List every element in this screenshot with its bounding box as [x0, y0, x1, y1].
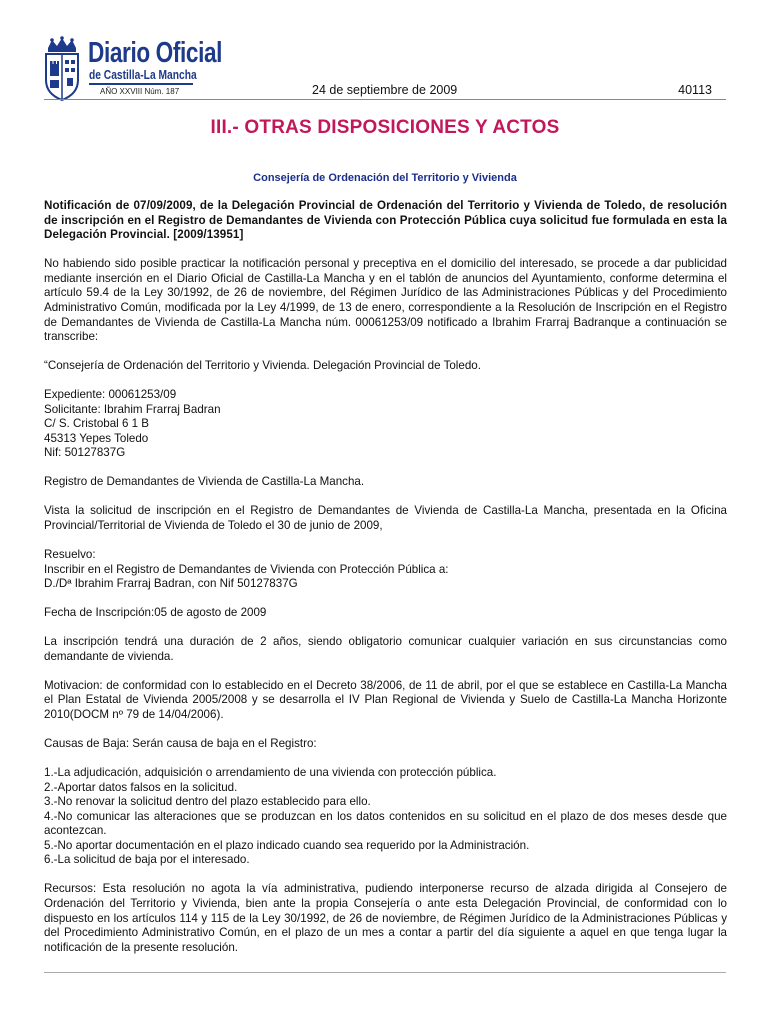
- address-line: C/ S. Cristobal 6 1 B: [44, 417, 150, 431]
- resuelvo-label: Resuelvo:: [44, 548, 96, 562]
- resuelvo-block: [44, 548, 727, 592]
- nif-line: Nif: 50127837G: [44, 446, 126, 460]
- notification-headline: Notificación de 07/09/2009, de la Delegación Provincial de Ordenación del Territorio y Vivienda de Toledo, de resolución de inscripción en el Registro de Demandantes de Vivienda con Protección Pública cuya solicitud fue formulada en esta la Delegación Provincial. [2009/13951]: [44, 199, 727, 242]
- vista-paragraph: Vista la solicitud de inscripción en el Registro de Demandantes de Vivienda de Castilla-La Mancha, presentada en la Oficina Provincial/Territorial de Vivienda de Toledo el 30 de junio de 2009,: [44, 504, 727, 533]
- brand-title: Diario Oficial: [88, 37, 223, 69]
- issue-number: AÑO XXVIII Núm. 187: [100, 87, 180, 96]
- list-item: 5.-No aportar documentación en el plazo indicado cuando sea requerido por la Administración.: [44, 838, 530, 852]
- solicitante-line: Solicitante: Ibrahim Frarraj Badran: [44, 402, 221, 416]
- causas-label: Causas de Baja: Serán causa de baja en el Registro:: [44, 736, 317, 750]
- list-item: 2.-Aportar datos falsos en la solicitud.: [44, 780, 238, 794]
- list-item: 1.-La adjudicación, adquisición o arrendamiento de una vivienda con protección pública.: [44, 765, 497, 779]
- fecha-inscripcion: Fecha de Inscripción:05 de agosto de 2009: [44, 606, 267, 620]
- applicant-details: [44, 388, 727, 461]
- brand-subtitle: de Castilla-La Mancha: [89, 68, 197, 82]
- quote-opening: “Consejería de Ordenación del Territorio y Vivienda. Delegación Provincial de Toledo.: [44, 359, 481, 373]
- document-body: [44, 199, 727, 955]
- expediente-line: Expediente: 00061253/09: [44, 388, 177, 402]
- section-title: III.- OTRAS DISPOSICIONES Y ACTOS: [210, 117, 560, 138]
- brand-underline: [89, 83, 193, 85]
- list-item: 4.-No comunicar las alteraciones que se produzcan en los datos contenidos en su solicitud en el plazo de dos meses desde que acontezcan.: [44, 809, 727, 838]
- resuelvo-line-2: D./Dª Ibrahim Frarraj Badran, con Nif 50127837G: [44, 577, 298, 591]
- locality-line: 45313 Yepes Toledo: [44, 431, 149, 445]
- duracion-paragraph: La inscripción tendrá una duración de 2 años, siendo obligatorio comunicar cualquier variación en sus circunstancias como demandante de vivienda.: [44, 635, 727, 663]
- castilla-la-mancha-crest-icon: [40, 36, 84, 102]
- intro-paragraph: No habiendo sido posible practicar la notificación personal y preceptiva en el domicilio del interesado, se procede a dar publicidad mediante inserción en el Diario Oficial de Castilla-La Mancha y en el tablón de anuncios del Ayuntamiento, conforme determina el artículo 59.4 de la Ley 30/1992, de 26 de noviembre, del Régimen Jurídico de las Administraciones Públicas y del Procedimiento Administrativo Común, modificada por la Ley 4/1999, de 13 de enero, correspondiente a la Resolución de Inscripción en el Registro de Demandantes de Vivienda de Castilla-La Mancha núm. 00061253/09 notificado a Ibrahim Frarraj Badranque a continuación se transcribe:: [44, 257, 727, 344]
- registro-paragraph: Registro de Demandantes de Vivienda de Castilla-La Mancha.: [44, 475, 365, 489]
- department-heading: Consejería de Ordenación del Territorio y Vivienda: [253, 172, 517, 184]
- footer-divider: [44, 972, 726, 973]
- list-item: 3.-No renovar la solicitud dentro del plazo establecido para ello.: [44, 795, 371, 809]
- page-number: 40113: [678, 83, 712, 97]
- resuelvo-line-1: Inscribir en el Registro de Demandantes de Vivienda con Protección Pública a:: [44, 562, 449, 576]
- recursos-paragraph: Recursos: Esta resolución no agota la vía administrativa, pudiendo interponerse recurso de alzada dirigida al Consejero de Ordenación del Territorio y Vivienda, bien ante la propia Consejería o ante esta Delegación Provincial, de conformidad con lo dispuesto en los artículos 114 y 115 de la Ley 30/1992, de 26 de noviembre, de Régimen Jurídico de la Administraciones Públicas y del Procedimiento Administrativo Común, en el plazo de un mes a contar a partir del día siguiente a aquel en que tenga lugar la notificación de la presente resolución.: [44, 882, 727, 954]
- causas-list: [44, 766, 727, 868]
- header-divider: [44, 99, 726, 100]
- list-item: 6.-La solicitud de baja por el interesado.: [44, 853, 250, 867]
- publication-date: 24 de septiembre de 2009: [312, 83, 458, 97]
- motivacion-paragraph: Motivacion: de conformidad con lo establecido en el Decreto 38/2006, de 11 de abril, por el que se establece en Castilla-La Mancha el Plan Estatal de Vivienda 2005/2008 y se desarrolla el IV Plan Regional de Vivienda y Suelo de Castilla-La Mancha Horizonte 2010(DOCM nº 79 de 14/04/2006).: [44, 678, 727, 721]
- page-header: [0, 0, 770, 110]
